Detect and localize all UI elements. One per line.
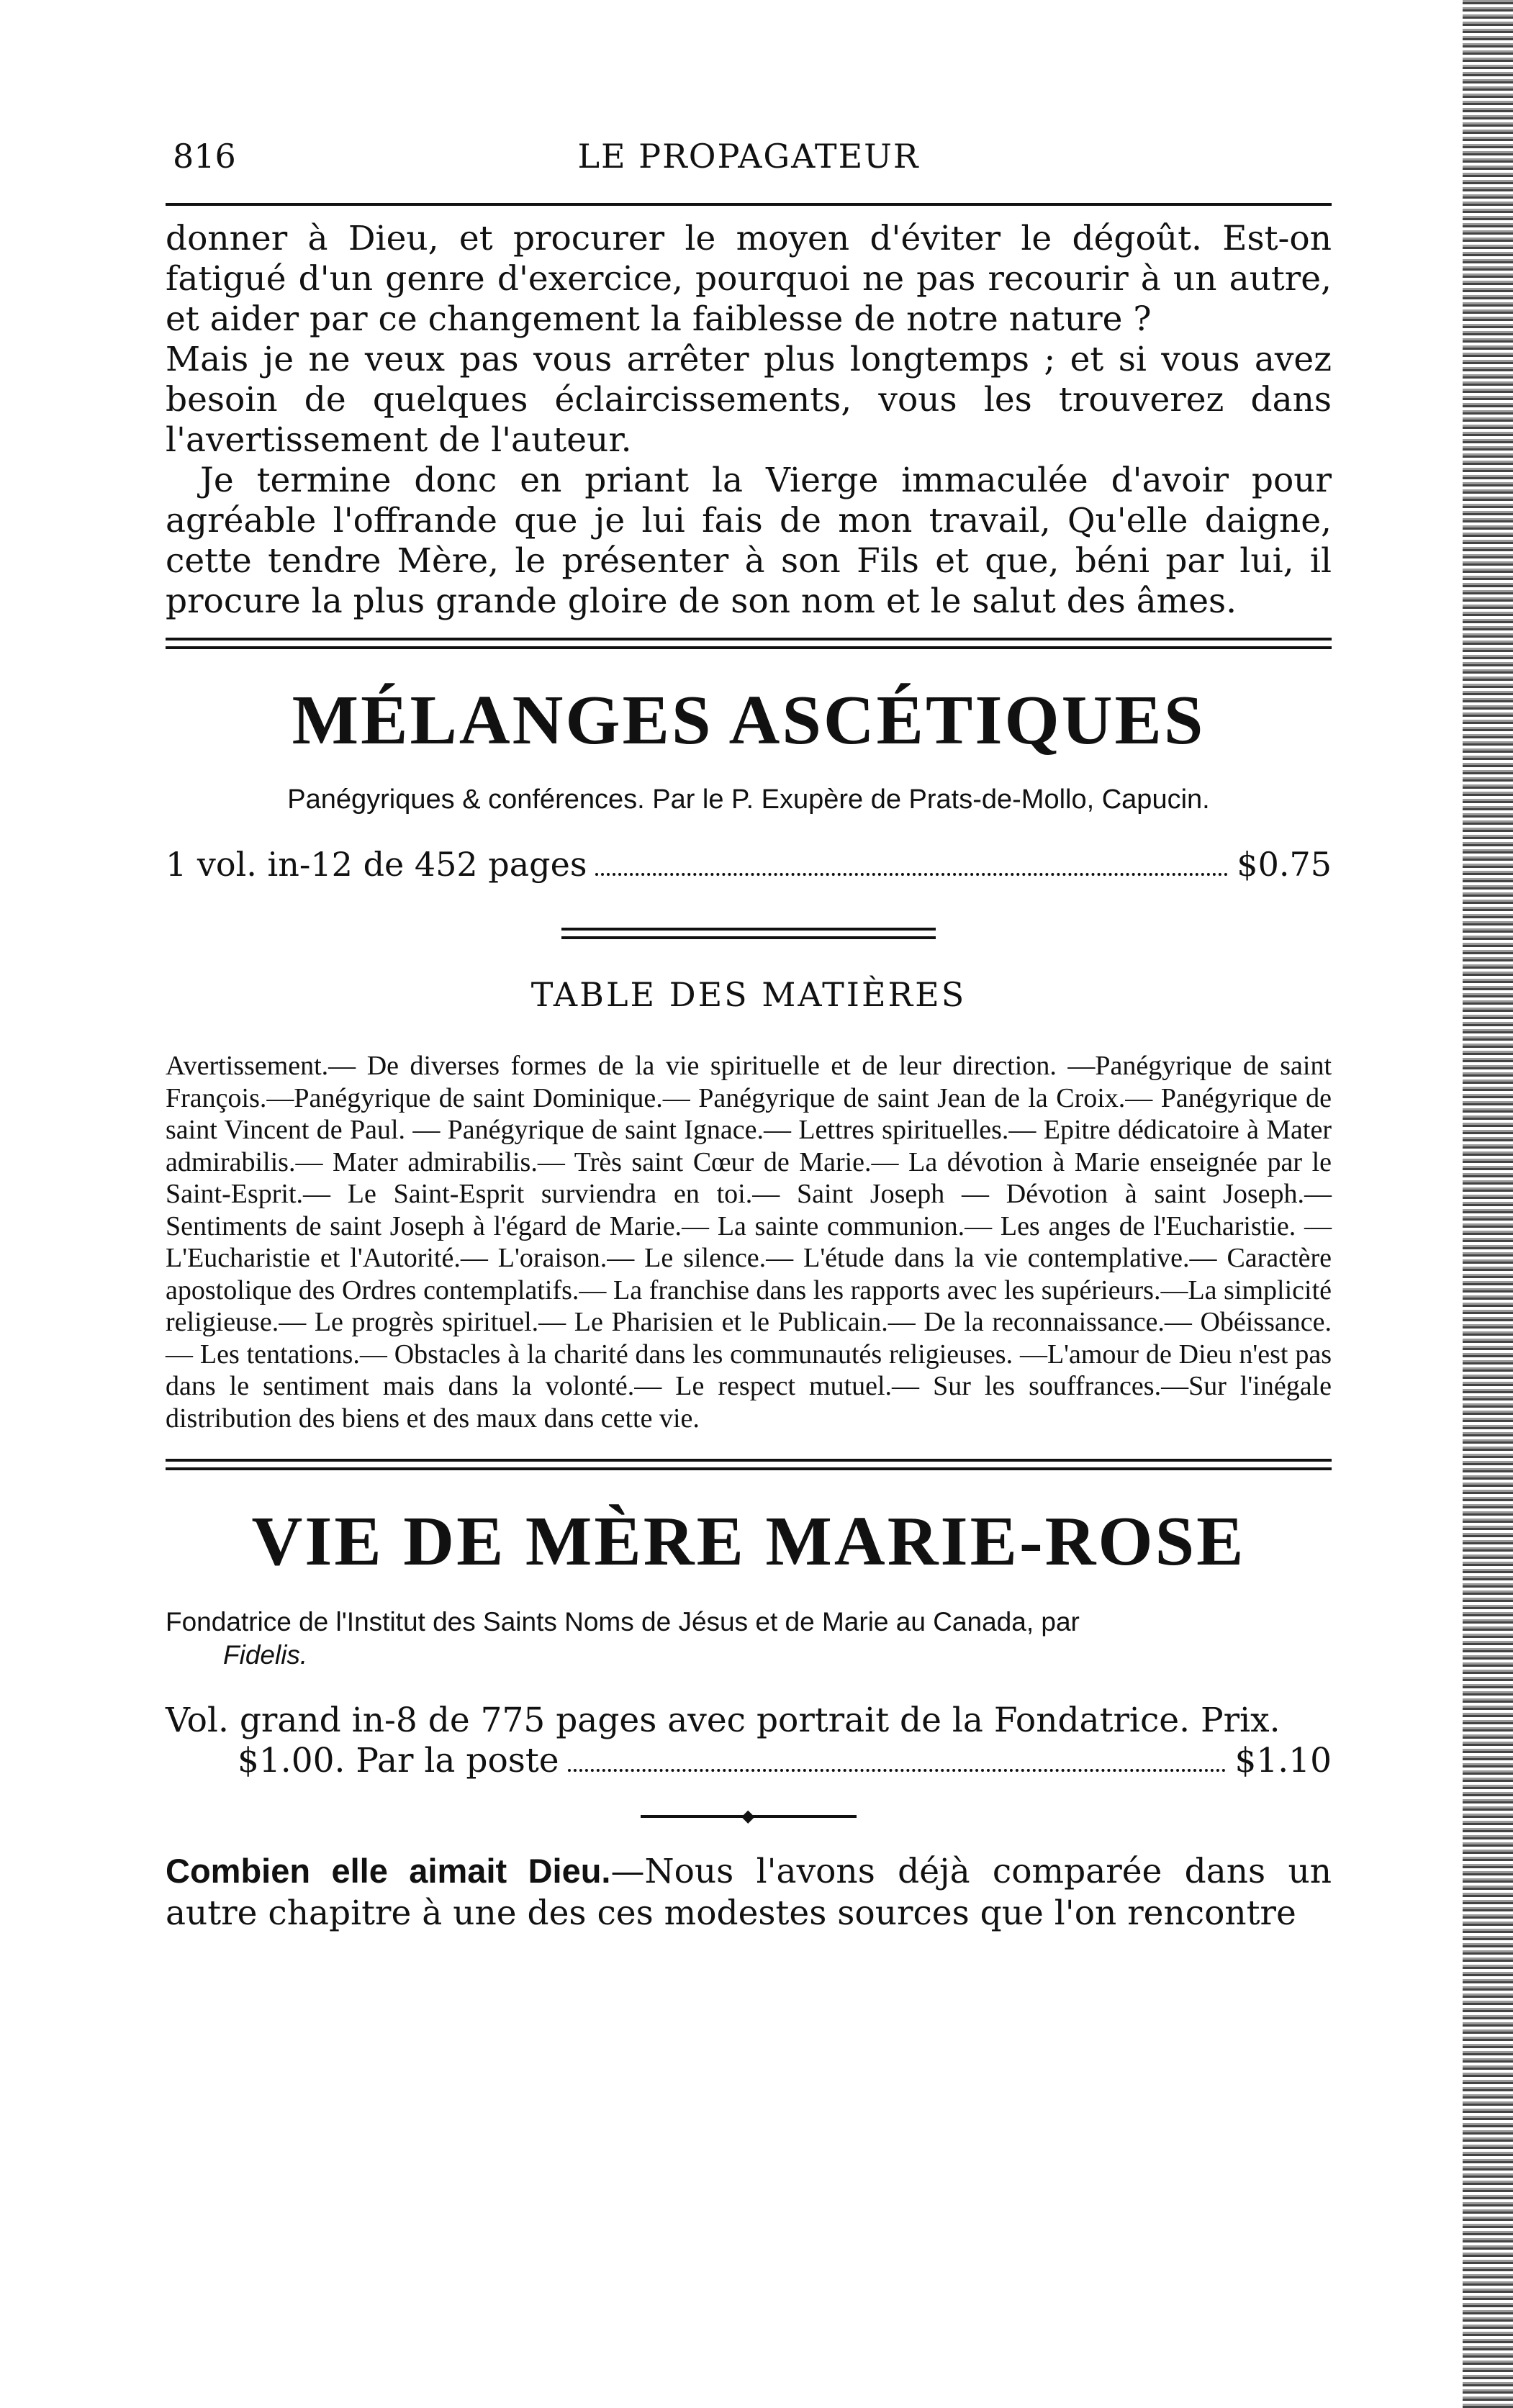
vie-volume-line-2-text: $1.00. Par la poste xyxy=(238,1741,559,1780)
scanned-page-edge xyxy=(1463,0,1513,2408)
dot-leader xyxy=(595,873,1228,876)
vie-subtitle-text: Fondatrice de l'Institut des Saints Noms de Jésus et de Marie au Canada, par xyxy=(166,1607,1080,1637)
melanges-title: MÉLANGES ASCÉTIQUES xyxy=(292,682,1206,759)
dot-leader-2 xyxy=(568,1769,1227,1772)
closing-paragraph xyxy=(166,1850,1332,1934)
intro-paragraph-2: Mais je ne veux pas vous arrêter plus longtemps ; et si vous avez besoin de quelques éclaircissements, vous les trouverez dans l'avertissement de l'auteur. xyxy=(166,340,1332,460)
running-header xyxy=(166,130,1332,194)
melanges-subtitle: Panégyriques & conférences. Par le P. Exupère de Prats-de-Mollo, Capucin. xyxy=(287,784,1210,815)
closing-text: —Nous l'avons déjà comparée dans un autre chapitre à une des ces modestes sources que l'on rencontre xyxy=(166,1852,1332,1933)
vie-volume-block xyxy=(166,1701,1332,1781)
running-title: LE PROPAGATEUR xyxy=(577,137,920,176)
vie-subtitle xyxy=(166,1606,1332,1672)
header-rule xyxy=(166,203,1332,206)
toc-heading: TABLE DES MATIÈRES xyxy=(530,975,967,1014)
vie-price-post: $1.10 xyxy=(1234,1741,1332,1780)
short-double-rule xyxy=(561,928,936,939)
page xyxy=(166,130,1332,1934)
closing-lead: Combien elle aimait Dieu. xyxy=(166,1852,611,1890)
section-double-rule xyxy=(166,638,1332,649)
melanges-volume: 1 vol. in-12 de 452 pages xyxy=(166,845,587,884)
diamond-icon: ◆ xyxy=(741,1806,755,1826)
toc-text: Avertissement.— De diverses formes de la vie spirituelle et de leur direction. —Panégyrique de saint François.—Panégyrique de saint Dominique.— Panégyrique de saint Jean de la Croix.— Panégyrique de saint Vincent de Paul. — Panégyrique de saint Ignace.— Lettres spirituelles.— Epitre dédicatoire à Mater admirabilis.— Mater admirabilis.— Très saint Cœur de Marie.— La dévotion à Marie enseignée par le Saint-Esprit.— Le Saint-Esprit surviendra en toi.— Saint Joseph — Dévotion à saint Joseph.— Sentiments de saint Joseph à l'égard de Marie.— La sainte communion.— Les anges de l'Eucharistie. — L'Eucharistie et l'Autorité.— L'oraison.— Le silence.— L'étude dans la vie contemplative.— Caractère apostolique des Ordres contemplatifs.— La franchise dans les rapports avec les supérieurs.—La simplicité religieuse.— Le progrès spirituel.— Le Pharisien et le Publicain.— De la reconnaissance.— Obéissance. — Les tentations.— Obstacles à la charité dans les communautés religieuses. —L'amour de Dieu n'est pas dans le sentiment mais dans la volonté.— Le respect mutuel.— Sur les souffrances.—Sur l'inégale distribution des biens et des maux dans cette vie. xyxy=(166,1051,1332,1434)
page-number: 816 xyxy=(173,137,236,176)
vie-title: VIE DE MÈRE MARIE-ROSE xyxy=(251,1503,1246,1580)
section-double-rule-2 xyxy=(166,1459,1332,1470)
melanges-price: $0.75 xyxy=(1237,845,1332,884)
ornament-divider xyxy=(166,1806,1332,1826)
vie-volume-line-2 xyxy=(166,1741,1332,1781)
melanges-price-line xyxy=(166,844,1332,884)
vie-author: Fidelis. xyxy=(223,1640,308,1670)
intro-paragraph-1: donner à Dieu, et procurer le moyen d'éviter le dégoût. Est-on fatigué d'un genre d'exercice, pourquoi ne pas recourir à un autre, et aider par ce changement la faiblesse de notre nature ? xyxy=(166,219,1332,339)
intro-paragraph-3: Je termine donc en priant la Vierge immaculée d'avoir pour agréable l'offrande que je lui fais de mon travail, Qu'elle daigne, cette tendre Mère, le présenter à son Fils et que, béni par lui, il procure la plus grande gloire de son nom et le salut des âmes. xyxy=(166,461,1332,621)
vie-volume-line-1: Vol. grand in-8 de 775 pages avec portrait de la Fondatrice. Prix. xyxy=(166,1701,1281,1740)
